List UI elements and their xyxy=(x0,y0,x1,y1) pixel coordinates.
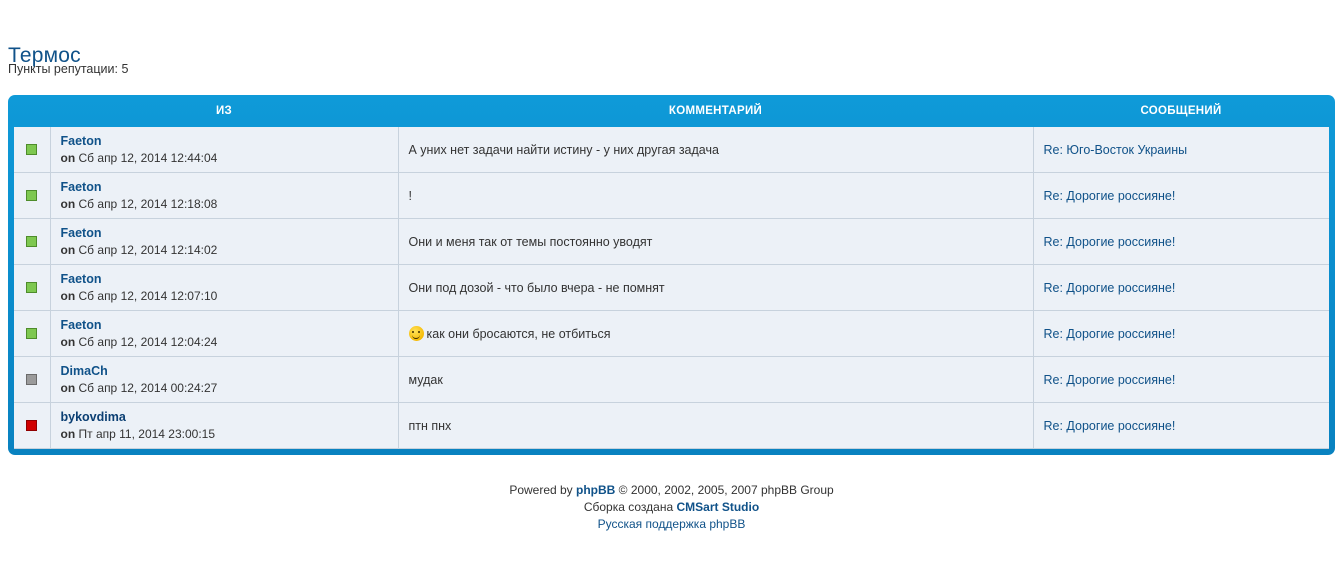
from-cell xyxy=(50,357,398,403)
reputation-table-container xyxy=(8,95,1335,455)
build-prefix: Сборка создана xyxy=(583,500,677,514)
reputation-table xyxy=(14,101,1329,449)
footer-support-line xyxy=(0,516,1343,533)
topic-link[interactable]: Re: Дорогие россияне! xyxy=(1043,188,1176,203)
username-link[interactable]: Faeton xyxy=(60,179,102,194)
on-label: on xyxy=(60,196,76,211)
username-link[interactable]: Faeton xyxy=(60,271,102,286)
column-header-from: ИЗ xyxy=(215,105,233,117)
table-body xyxy=(14,127,1329,449)
date-value: Сб апр 12, 2014 12:14:02 xyxy=(78,242,218,257)
comment-text: как они бросаются, не отбиться xyxy=(426,327,611,341)
username-link[interactable]: DimaCh xyxy=(60,363,108,378)
on-label: on xyxy=(60,242,76,257)
username-link[interactable]: Faeton xyxy=(60,317,102,332)
date-value: Сб апр 12, 2014 12:18:08 xyxy=(78,196,218,211)
topic-link[interactable]: Re: Дорогие россияне! xyxy=(1043,372,1176,387)
reputation-mark-cell xyxy=(14,311,50,357)
date-value: Пт апр 11, 2014 23:00:15 xyxy=(78,426,216,441)
comment-text: мудак xyxy=(408,372,443,387)
reputation-mark-cell xyxy=(14,265,50,311)
on-label: on xyxy=(60,288,76,303)
from-cell xyxy=(50,173,398,219)
comment-text: Они и меня так от темы постоянно уводят xyxy=(408,234,653,249)
topic-cell xyxy=(1033,403,1329,449)
date-text xyxy=(61,335,218,349)
username-link[interactable]: bykovdima xyxy=(60,409,126,424)
topic-cell xyxy=(1033,265,1329,311)
date-text xyxy=(61,289,218,303)
date-text xyxy=(61,197,218,211)
from-cell xyxy=(50,403,398,449)
footer-powered-line xyxy=(0,482,1343,499)
table-row xyxy=(14,403,1329,449)
positive-mark-icon xyxy=(26,328,37,339)
date-value: Сб апр 12, 2014 12:44:04 xyxy=(78,150,218,165)
topic-link[interactable]: Re: Дорогие россияне! xyxy=(1043,418,1176,433)
column-header-mark xyxy=(14,101,50,127)
comment-text: А уних нет задачи найти истину - у них другая задача xyxy=(408,142,719,157)
date-text xyxy=(61,427,216,441)
comment-cell xyxy=(398,173,1033,219)
table-row xyxy=(14,311,1329,357)
footer xyxy=(0,482,1343,533)
from-cell xyxy=(50,219,398,265)
powered-prefix: Powered by xyxy=(509,483,577,497)
comment-cell xyxy=(398,311,1033,357)
reputation-mark-cell xyxy=(14,219,50,265)
page-title: Термос xyxy=(8,44,81,68)
topic-cell xyxy=(1033,173,1329,219)
table-row xyxy=(14,127,1329,173)
cmsart-studio-link[interactable]: CMSart Studio xyxy=(676,500,760,514)
phpbb-link[interactable]: phpBB xyxy=(576,483,616,497)
reputation-points: Пункты репутации: 5 xyxy=(8,62,129,76)
reputation-mark-cell xyxy=(14,357,50,403)
comment-text: птн пнх xyxy=(408,418,452,433)
topic-link[interactable]: Re: Дорогие россияне! xyxy=(1043,280,1176,295)
positive-mark-icon xyxy=(26,144,37,155)
comment-cell xyxy=(398,357,1033,403)
comment-cell xyxy=(398,127,1033,173)
table-header xyxy=(14,101,1329,127)
column-header-comment: КОММЕНТАРИЙ xyxy=(668,105,763,117)
from-cell xyxy=(50,265,398,311)
date-value: Сб апр 12, 2014 12:04:24 xyxy=(78,334,218,349)
topic-cell xyxy=(1033,357,1329,403)
on-label: on xyxy=(60,150,76,165)
reputation-mark-cell xyxy=(14,127,50,173)
date-text xyxy=(61,151,218,165)
username-link[interactable]: Faeton xyxy=(60,225,102,240)
comment-text: Они под дозой - что было вчера - не помнят xyxy=(408,280,665,295)
neutral-mark-icon xyxy=(26,374,37,385)
topic-link[interactable]: Re: Дорогие россияне! xyxy=(1043,326,1176,341)
topic-link[interactable]: Re: Дорогие россияне! xyxy=(1043,234,1176,249)
topic-cell xyxy=(1033,219,1329,265)
comment-cell xyxy=(398,219,1033,265)
comment-text: ! xyxy=(408,188,412,203)
on-label: on xyxy=(60,380,76,395)
table-row xyxy=(14,219,1329,265)
comment-cell xyxy=(398,265,1033,311)
positive-mark-icon xyxy=(26,190,37,201)
footer-build-line xyxy=(0,499,1343,516)
comment-cell xyxy=(398,403,1033,449)
topic-cell xyxy=(1033,127,1329,173)
smiley-icon xyxy=(409,326,424,341)
positive-mark-icon xyxy=(26,236,37,247)
russian-support-link[interactable]: Русская поддержка phpBB xyxy=(597,517,746,531)
date-value: Сб апр 12, 2014 12:07:10 xyxy=(78,288,218,303)
from-cell xyxy=(50,311,398,357)
reputation-mark-cell xyxy=(14,173,50,219)
negative-mark-icon xyxy=(26,420,37,431)
on-label: on xyxy=(60,426,76,441)
reputation-mark-cell xyxy=(14,403,50,449)
topic-link[interactable]: Re: Юго-Восток Украины xyxy=(1043,142,1188,157)
date-value: Сб апр 12, 2014 00:24:27 xyxy=(78,380,218,395)
on-label: on xyxy=(60,334,76,349)
date-text xyxy=(61,381,218,395)
date-text xyxy=(61,243,218,257)
topic-cell xyxy=(1033,311,1329,357)
powered-suffix: © 2000, 2002, 2005, 2007 phpBB Group xyxy=(615,483,834,497)
column-header-topic: СООБЩЕНИЙ xyxy=(1140,105,1222,117)
table-row xyxy=(14,265,1329,311)
username-link[interactable]: Faeton xyxy=(60,133,102,148)
table-row xyxy=(14,357,1329,403)
table-header-row xyxy=(14,101,1329,127)
positive-mark-icon xyxy=(26,282,37,293)
from-cell xyxy=(50,127,398,173)
table-row xyxy=(14,173,1329,219)
